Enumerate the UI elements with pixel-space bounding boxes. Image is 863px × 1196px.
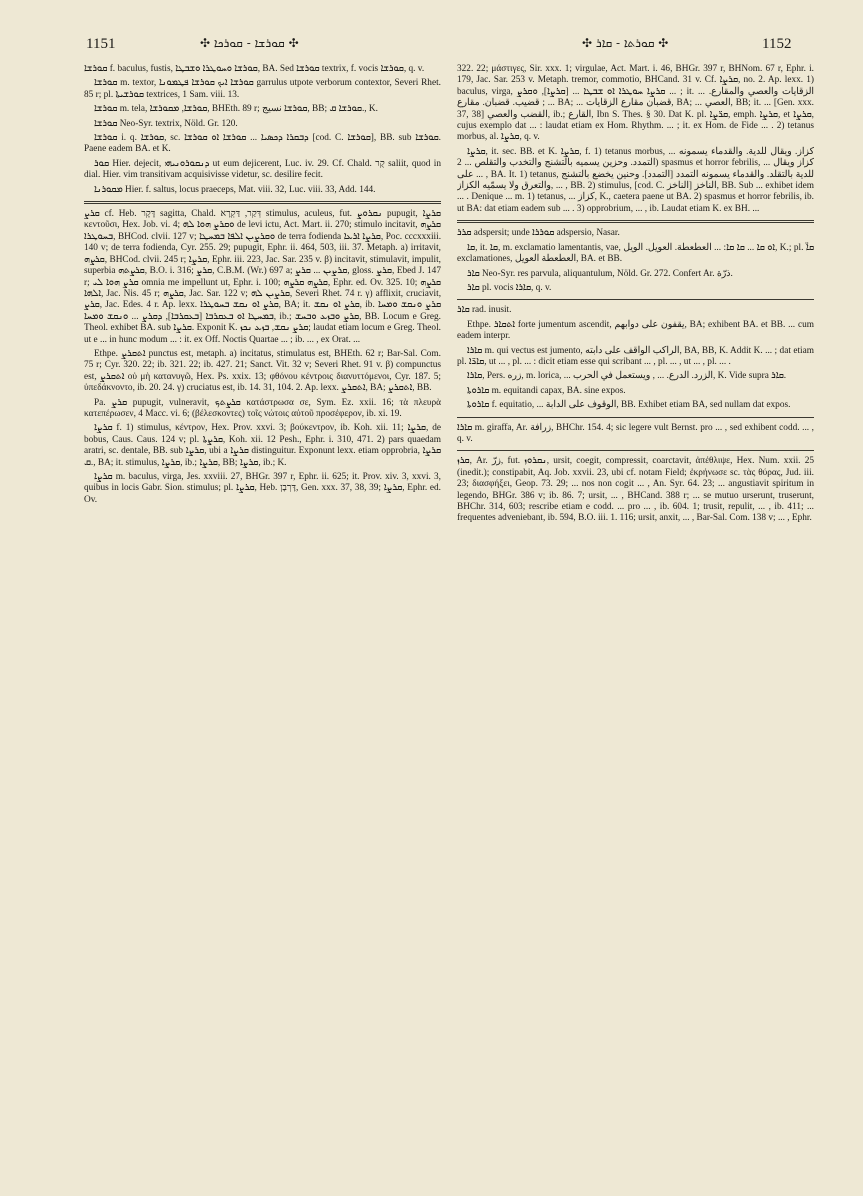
- entry-group: [457, 305, 814, 411]
- left-running-title: ✣ ܩܘܪܫܐ - ܩܘܪܟܐ ✣: [200, 36, 299, 50]
- dictionary-entry: ܩܪܨ cf. Heb. דֶּקֶר sagitta, Chald. דְּקַר, דַּקְרָא stimulus, aculeus, fut. ܢܩܪܘܨ pupugit, ܩܪܨܐ κεντοῦσι, Hex. Job. vi. 4; ܘܩܪܨ ܗܘܐ ܠܗ de levi ictu, Act. Mart. ii. 270; stimulo incitavit, ܩܪܨܗ ܒܚܘܛܪܐ, BHCod. clvii. 127 v; ܘܩܪܨܝܢ ܐܠܦܐ ܒܡܚܛܐ de terra fodienda ܩܪܨܐ ܐܪܥܐ, Poc. cccxxxiii. 140 v; de terra fodienda, Cyr. 255. 29; pupugit, Ephr. ii. 464, 503, iii. 37. Metaph. a) irritavit, ܩܪܨܗ, BHCod. clvii. 245 r; ܩܪܨܐ, Ephr. iii. 223, Jac. Sar. 235 v. β) incitavit, stimulavit, impulit, superbia ܩܪܨܬܗ, B.O. i. 316; ܩܪܨ, C.B.M. (Wr.) 697 a; ܩܪܨܝܢ ... ܩܪܨ, gloss. ܩܪܨ, Ebed J. 147 r; ܩܪܨ ܗܘܐ ܠܝ omnia me impellunt ut, Ephr. i. 100; ܩܪܨܗ ܩܪܨܗ, Ephr. ed. Ov. 325. 10; ܩܪܨܗ ܐܠܗܐ, Jac. Nis. 45 r; ܩܪܨܗ, Jac. Sar. 122 v; ܩܪܨܝܢ ܠܗ, Severi Rhet. 74 r. γ) afflixit, cruciavit, ܩܪܨ, Jac. Edes. 4 r. Ap. lexx. ܩܪܨ ܐܘ ܢܩܫ ܒܚܘܛܪܐ, BA; it. ܩܪܨ ܐܘ ܢܩܫ, ib. ܩܪܨ ܘܢܩܫ ܘܡܚܐ ܒܡܚܛܐ ܐܘ ܒܥܩܪܒܐ [ܒܥܩܪܒܐ], ܕܩܪܨ ... ܘܢܩܫ ܘܡܚܐ, ib.; ܩܪܨ ܘܒܙܥ ܘܒܚܫ, BB. Locum e Greg. Theol. exhibet BA. sub ܩܪܨܐ. Exponit K. ܩܪܨ ܢܩܫ, ܒܙܥ ܢܟܙ; laudat etiam locum e Greg. Theol. ut e ... in hunc modum ... : it. ex Off. Noctis Quartae ... ; ib. ... , ex Orat. ...: [84, 209, 441, 345]
- left-column: [84, 64, 441, 1184]
- left-page-number: 1151: [86, 36, 116, 52]
- dictionary-entry: ܩܐܪ rad. inusit.: [457, 305, 512, 316]
- section-divider: [457, 417, 814, 418]
- dictionary-entry: ܩܐܪ Neo-Syr. res parvula, aliquantulum, Nöld. Gr. 272. Confert Ar. ذرّة.: [467, 268, 733, 279]
- entry-group: [457, 64, 814, 215]
- dictionary-entry: Ethpe. ܐܬܩܪܨ punctus est, metaph. a) incitatus, stimulatus est, BHEth. 62 r; Bar-Sal. Com. 75 r; Cyr. 320. 22; ib. 321. 22; ib. 427. 21; Sanct. Vit. 32 v; Severi Rhet. 91 v. β) compunctus est, ܐܬܩܪܨ οὐ μὴ κατανυγῶ, Hex. Ps. xxix. 13; φθόνου κέντροις διανυττόμενοι, Cyr. 187. 5; ὑπεδάκνοντο, ib. 20. 24. γ) cruciatus est, ib. 14. 31, 104. 2. Ap. lexx. ܐܬܩܪܨ, BA; ܐܬܩܪܨ, BB.: [84, 348, 441, 394]
- dictionary-entry: ܩܪܨܐ, it. sec. BB. et K. ܩܪܨܐ, f. 1) tetanus morbus, ... كزاز. ويقال للدية. والقدماء يسمونه التمدد. وحزين يسميه بالتشنج والتخدب والتقلص ... 2) spasmus et horror febrilis, ... كزاز ويقال على ... , BA. It. 1) tetanus, للدية بالتقلد. والقدماء يسمونه التمدد [التمدد]. وحنين يخضع بالتشنج والتعرق ولا يسمّيه الكزاز, ... , BB. 2) stimulus, [cod. C. الناخز] الناخز, BB. Sub ... exhibet idem ... . Denique ... m. 1) tetanus, ... كزاز, K., caetera paene ut BA. 2) spasmus et horror febrilis, ib. ut BA: dat etiam eadem sub ... . 3) opprobrium, ... , ib. Laudat etiam K. ex BH. ...: [457, 146, 814, 214]
- entry-group: [457, 456, 814, 524]
- dictionary-entry: ܩܘܪܫܐ Neo-Syr. textrix, Nöld. Gr. 120.: [94, 118, 238, 129]
- right-running-title: ✣ ܩܘܪܬܐ - ܩܐܪ ✣: [582, 36, 669, 50]
- entry-group: [457, 423, 814, 446]
- section-divider: [457, 299, 814, 300]
- dictionary-entry: Ethpe. ܐܬܩܐܪ forte jumentum ascendit, يقفون على دوابهم, BA; exhibent BA. et BB. ... cum eadem interpr.: [457, 319, 814, 342]
- dictionary-entry: ܩܘܪܫܐ m. tela, ܩܘܪܫܐ, ܡܩܘܪܫܐ, BHEth. 89 r; ܩܘܪܫܐ نسيج, BB; ܩܘܪܫܐ ܩ., K.: [94, 104, 378, 115]
- dictionary-entry: ܡܩܘܪܢܐ Hier. f. saltus, locus praeceps, Mat. viii. 32, Luc. viii. 33, Add. 144.: [94, 184, 376, 195]
- dictionary-entry: ܩܐܪܐ, Pers. زره, m. lorica, ... الزرد. الدرع. ... , ويستعمل في الحرب, K. Vide supra ܩܐܪ.: [467, 371, 787, 382]
- right-page-number: 1152: [762, 36, 792, 52]
- dictionary-entry: ܩܘܪܫܐ i. q. ܩܘܪܫܐ, sc. ܕܒܩܪܐ ܕܟܣܝܐ ... ܩܘܪܫܐ ܐܘ ܩܘܪܫܐ [cod. C. ܩܘܪܫܐ], BB. sub ܩܘܪܫܐ. Paene eadem BA. et K.: [84, 133, 441, 155]
- entry-group: [457, 228, 814, 294]
- section-divider: [457, 450, 814, 451]
- section-divider: [457, 220, 814, 223]
- dictionary-entry: ܩܐܪܐ m. giraffa, Ar. زرافة, BHChr. 154. 4; sic legere vult Bernst. pro ... , sed exhibent codd. ... , q. v.: [457, 422, 814, 444]
- dictionary-entry: ܩܘܪ Hier. dejecit, ܕܢܩܘܪܘܢܝܗܝ ut eum dejicerent, Luc. iv. 29. Cf. Chald. קֻר saliit, quod in dial. Hier. vim transitivam acquisivisse videtur, sc. desilire fecit.: [84, 158, 441, 181]
- dictionary-entry: ܩܐ, it. ܩܐ, m. exclamatio lamentantis, vae, ܐܘ ܩܐ ... ܩܐ ܩܐ: ... العطعطة. العويل. الويل, K.; pl. ܩܐ̈ exclamationes, العطعطة العويل, BA. et BB.: [457, 242, 814, 265]
- entry-group: [84, 209, 441, 506]
- dictionary-entry: ܩܪܨܐ m. baculus, virga, Jes. xxviii. 27, BHGr. 397 r, Ephr. ii. 625; it. Prov. xiv. 3, xxvi. 3, quibus in locis Gabr. Sion. stimulus; pl. ܩܪܨܐ, Heb. דָּרְבָן, Gen. xxx. 37, 38, 39; ܩܪܨܐ, Ephr. ed. Ov.: [84, 472, 441, 505]
- dictionary-entry: ܩܐܪܘܬܐ m. equitandi capax, BA. sine expos.: [467, 385, 626, 396]
- dictionary-entry: ܩܐܪܐ m. qui vectus est jumento, الراكب الواقف على دابته, BA, BB, K. Addit K. ... ; dat etiam pl. ܩܐܪ̈ܐ, ut ... , pl. ... : dicit etiam esse qui scribant ... , pl. ... , ut ... , pl. ... .: [457, 345, 814, 367]
- dictionary-entry: ܩܘܪܫܐ f. baculus, fustis, ܩܘܪܫܐ ܘܚܘܛܪܐ ܘܫܒܛܐ, BA. Sed ܩܘܪܫܐ textrix, f. vocis ܩܘܪܫܐ, q. v.: [84, 64, 425, 74]
- section-divider: [84, 201, 441, 204]
- dictionary-entry: ܩܐܪܘܬܐ f. equitatio, ... الوقوف على الدابة, BB. Exhibet etiam BA, sed nullam dat expos.: [467, 400, 791, 411]
- dictionary-entry: 322. 22; μάστιγες, Sir. xxx. 1; virgulae, Act. Mart. i. 46, BHGr. 397 r, BHNom. 67 r, Ephr. i. 179, Jac. Sar. 253 v. Metaph. tremor, commotio, BHCand. 31 v. Cf. ܩܪܨܐ, no. 2. Ap. lexx. 1) baculus, virga, ܩܪܨܐ ܚܘܛܪܐ ܐܘ ܫܒܛܐ ... [ܩܪܨܐ], ܘܩܪܨ ... ; it. ... الزقايات والعصي والمقارع. قضيب. قضبان. مقارع ; ... BA; ... قضبان مقارع الزقايات, BA; ... العصي, BB; it. ... [Gen. xxx. 37, 38] القضب والعصي, ib.; القارع, Ibn S. Thes. § 30. Dat K. pl. ܩܪ̈ܨܐ, emph. ܩܪܨܐ, et ܩܪܨܐ, cujus exemplo dat ... : laudat etiam ex Hom. Rhythm. ... ; it. ex Hom. de Fide ... . 2) tetanus morbus, al. ܩܪܨܐ, q. v.: [457, 64, 814, 143]
- dictionary-entry: ܩܘܪܫܐ m. textor, ܩܘܪܫܐ ܐܝܟ ܩܘܪܫܐ ܦܛܡܘܢܐ garrulus utpote verborum contextor, Severi Rhet. 85 r; pl. ܩܘܪܫܝܬܐ textrices, 1 Sam. viii. 13.: [84, 78, 441, 100]
- dictionary-entry: Pa. ܩܪܨ pupugit, vulneravit, ܩܪܨܬܟ κατάστρωσα σε, Sym. Ez. xxii. 16; τὰ πλευρὰ κατεπέρωσεν, 4 Macc. vi. 6; (βέλεσκοντες) τοῖς νώτοις αὐτοῦ προσέφερον, ib. xi. 19.: [84, 397, 441, 419]
- dictionary-entry: ܩܪܙ, Ar. زرّ, fut. ܢܩܪܘܙ, ursit, coegit, compressit, coarctavit, ἀπέθλιψε, Hex. Num. xxii. 25 (inedit.); constipabit, Aq. Job. xxvii. 23, ubi cf. notam Field; ἐκρήνωσε sc. τὰς θύρας, Jud. iii. 23; διασφήξει, Geop. 73. 29; ... nos non cogit ... , An. Syr. 64. 23; ... angustiavit spiritum in legendo, BHGr. 386 v; ib. 86. 7; ursit, ... , BHCand. 388 r; ... se mutuo urserunt, truserunt, BHChr. 314, 603; rescribe etiam e codd. ... pro ... , ib. 604. 1; trusit, repulit, ... , ib. 411; ... frequentes adveniebant, ib. 594, B.O. iii. 1. 116; ursit, anxit, ... , Bar-Sal. Com. 138 v; ... , Ephr.: [457, 456, 814, 524]
- dictionary-entry: ܩܐܪ pl. vocis ܩܐܪܐ, q. v.: [467, 282, 552, 293]
- right-column: [457, 64, 814, 1184]
- entry-group: [84, 64, 441, 196]
- dictionary-entry: ܩܪܪ adspersit; unde ܩܘܪܪܐ adspersio, Nasar.: [457, 228, 620, 239]
- dictionary-entry: ܩܪܨܐ f. 1) stimulus, κέντρον, Hex. Prov. xxvi. 3; βούκεντρον, ib. Koh. xii. 11; ܩܪܨܐ, de bobus, Caus. Caus. 124 v; pl. ܩܪܨܬܐ, Koh. xii. 12 Pesh., Ephr. i. 310, 471. 2) pars quaedam aratri, sc. dentale, BB. sub ܩܪܨܐ, ubi a ܩܪܨܐ distinguitur. Exponunt lexx. etiam opprobria, ܩܪܨܐ ܩ., BA; it. stimulus, ܩܪܨܐ, ib.; ܩܪܨܐ, BB; ܩܪܨܐ, ib.; K.: [84, 423, 441, 468]
